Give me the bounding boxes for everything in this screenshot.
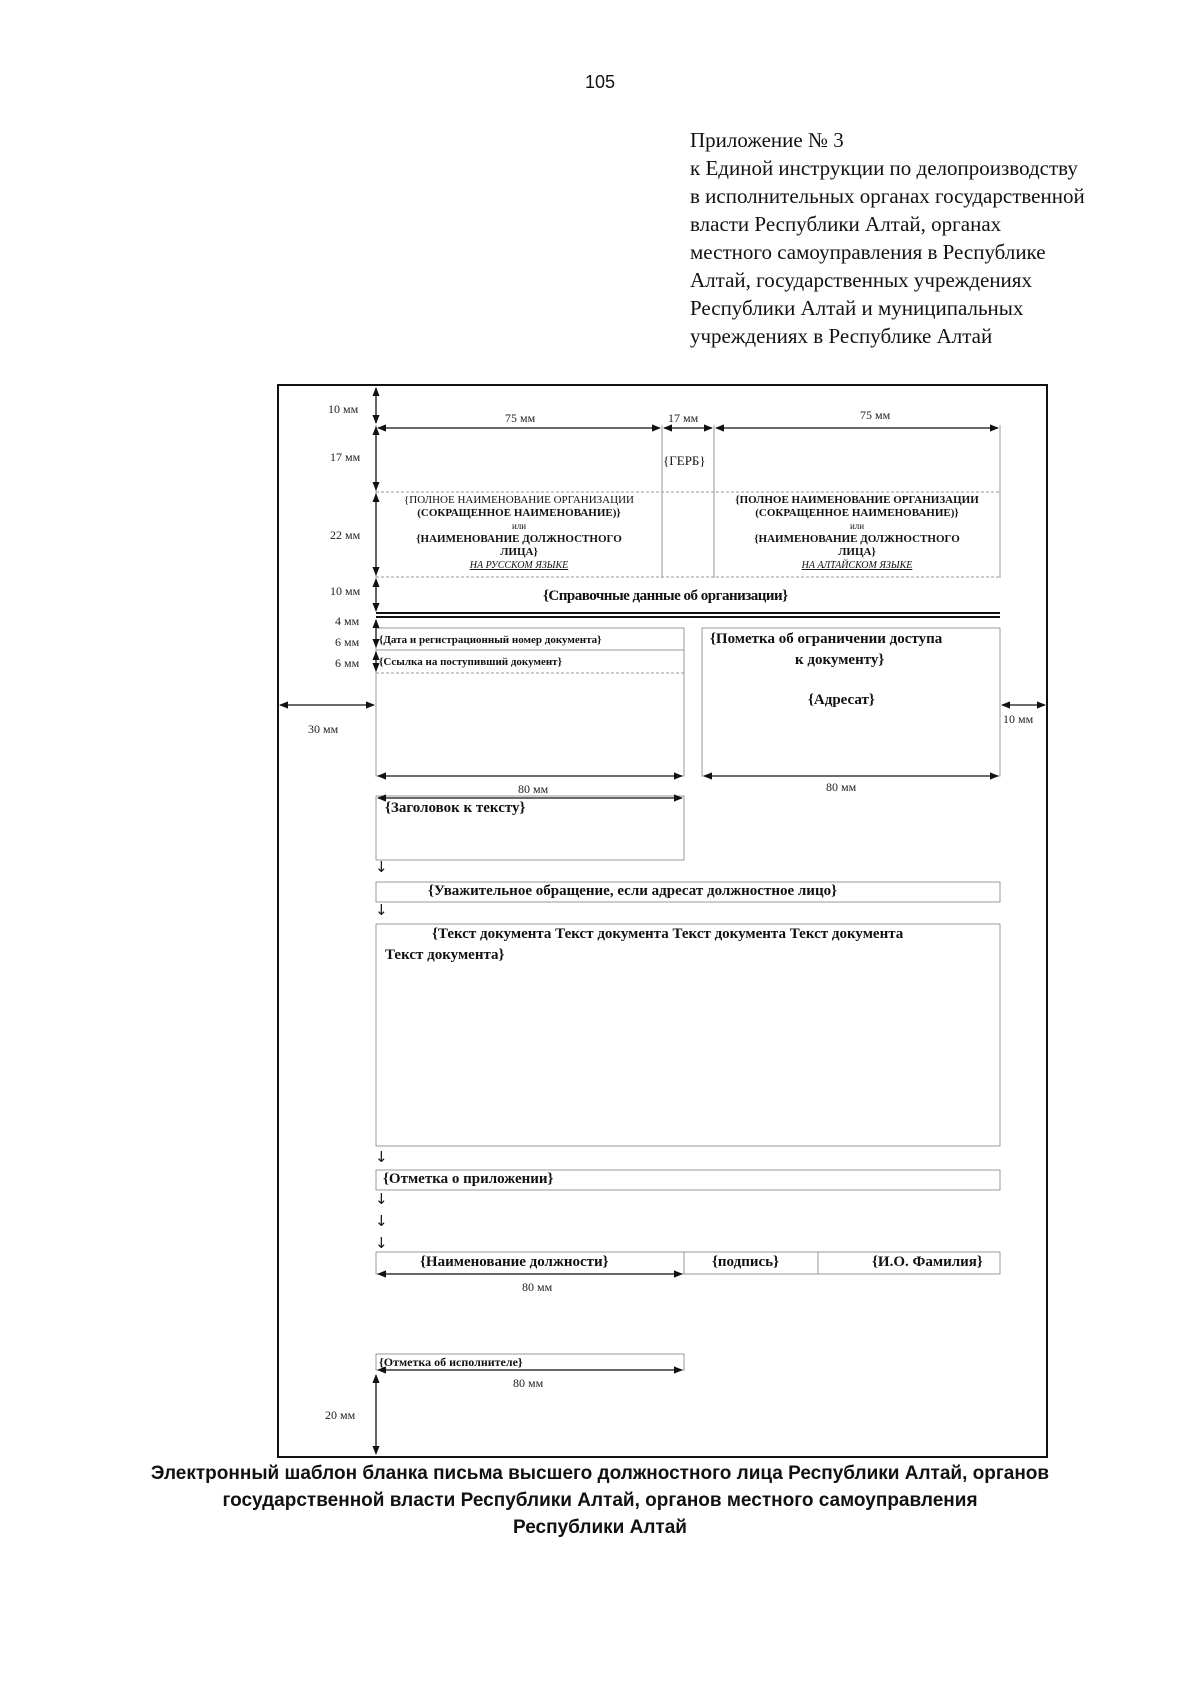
- language-altai: НА АЛТАЙСКОМ ЯЗЫКЕ: [801, 560, 913, 571]
- org-name-altai: [716, 494, 998, 572]
- dim-right-margin: 10 мм: [1003, 712, 1034, 726]
- down-arrow-icon: ↓: [375, 1148, 388, 1166]
- org-or: или: [849, 521, 865, 531]
- dim-right-width: 75 мм: [860, 408, 891, 422]
- body-text-cont: Текст документа}: [385, 947, 505, 963]
- dim-emblem-height: 17 мм: [330, 450, 361, 464]
- caption-line: Электронный шаблон бланка письма высшего должностного лица Республики Алтай, органов: [150, 1463, 1050, 1484]
- dim-signature-width: 80 мм: [522, 1280, 553, 1294]
- dim-date-height: 6 мм: [335, 635, 360, 649]
- heading-placeholder: {Заголовок к тексту}: [385, 800, 526, 816]
- attachment-placeholder: {Отметка о приложении}: [383, 1171, 554, 1187]
- appendix-line: Алтай, государственных учреждениях: [690, 268, 1032, 292]
- appendix-line: в исполнительных органах государственной: [690, 184, 1085, 208]
- dim-block-left-width: 80 мм: [518, 782, 549, 796]
- name-placeholder: {И.О. Фамилия}: [872, 1254, 983, 1270]
- access-restriction-cont: к документу}: [795, 652, 885, 668]
- down-arrow-icon: ↓: [375, 1190, 388, 1208]
- date-reg-number-placeholder: {Дата и регистрационный номер документа}: [379, 634, 602, 646]
- org-full-name: {ПОЛНОЕ НАИМЕНОВАНИЕ ОРГАНИЗАЦИИ: [735, 494, 979, 506]
- official-title: {НАИМЕНОВАНИЕ ДОЛЖНОСТНОГО: [754, 533, 960, 545]
- access-restriction-placeholder: {Пометка об ограничении доступа: [710, 631, 943, 647]
- appendix-line: к Единой инструкции по делопроизводству: [690, 156, 1078, 180]
- org-short-name: (СОКРАЩЕННОЕ НАИМЕНОВАНИЕ)}: [417, 507, 621, 519]
- dim-org-height: 22 мм: [330, 528, 361, 542]
- salutation-placeholder: {Уважительное обращение, если адресат должностное лицо}: [428, 883, 837, 899]
- dim-top-margin: 10 мм: [328, 402, 359, 416]
- down-arrow-icon: ↓: [375, 1212, 388, 1230]
- appendix-line: учреждениях в Республике Алтай: [690, 324, 993, 348]
- caption-line: государственной власти Республики Алтай, органов местного самоуправления: [222, 1490, 978, 1511]
- position-placeholder: {Наименование должности}: [420, 1254, 609, 1270]
- org-name-russian: [378, 494, 660, 572]
- caption-line: Республики Алтай: [513, 1517, 687, 1538]
- reference-data-placeholder: {Справочные данные об организации}: [543, 588, 788, 604]
- dim-incoming-height: 6 мм: [335, 656, 360, 670]
- executor-placeholder: {Отметка об исполнителе}: [379, 1355, 523, 1369]
- addressee-placeholder: {Адресат}: [808, 692, 875, 708]
- down-arrow-icon: ↓: [375, 858, 388, 876]
- dim-left-width: 75 мм: [505, 411, 536, 425]
- page-number: 105: [584, 72, 616, 92]
- org-full-name: {ПОЛНОЕ НАИМЕНОВАНИЕ ОРГАНИЗАЦИИ: [404, 494, 634, 506]
- appendix-title: Приложение № 3: [690, 128, 844, 152]
- emblem-placeholder: {ГЕРБ}: [663, 453, 706, 468]
- appendix-line: местного самоуправления в Республике: [690, 240, 1046, 264]
- official-title-cont: ЛИЦА}: [838, 546, 876, 558]
- official-title: {НАИМЕНОВАНИЕ ДОЛЖНОСТНОГО: [416, 533, 622, 545]
- dim-center-width: 17 мм: [668, 411, 699, 425]
- dim-left-margin: 30 мм: [308, 722, 339, 736]
- body-text-placeholder: {Текст документа Текст документа Текст документа Текст документа: [432, 926, 904, 942]
- signature-placeholder: {подпись}: [712, 1254, 779, 1270]
- down-arrow-icon: ↓: [375, 1234, 388, 1252]
- official-title-cont: ЛИЦА}: [500, 546, 538, 558]
- dim-bottom-margin: 20 мм: [325, 1408, 356, 1422]
- dim-executor-width: 80 мм: [513, 1376, 544, 1390]
- appendix-line: власти Республики Алтай, органах: [690, 212, 1002, 236]
- dim-block-right-width: 80 мм: [826, 780, 857, 794]
- language-russian: НА РУССКОМ ЯЗЫКЕ: [469, 560, 569, 571]
- dim-line-height: 4 мм: [335, 614, 360, 628]
- org-or: или: [511, 521, 527, 531]
- dim-ref-height: 10 мм: [330, 584, 361, 598]
- incoming-reference-placeholder: {Ссылка на поступивший документ}: [379, 656, 562, 668]
- figure-caption: [0, 1460, 1200, 1541]
- org-short-name: (СОКРАЩЕННОЕ НАИМЕНОВАНИЕ)}: [755, 507, 959, 519]
- appendix-line: Республики Алтай и муниципальных: [690, 296, 1024, 320]
- down-arrow-icon: ↓: [375, 901, 388, 919]
